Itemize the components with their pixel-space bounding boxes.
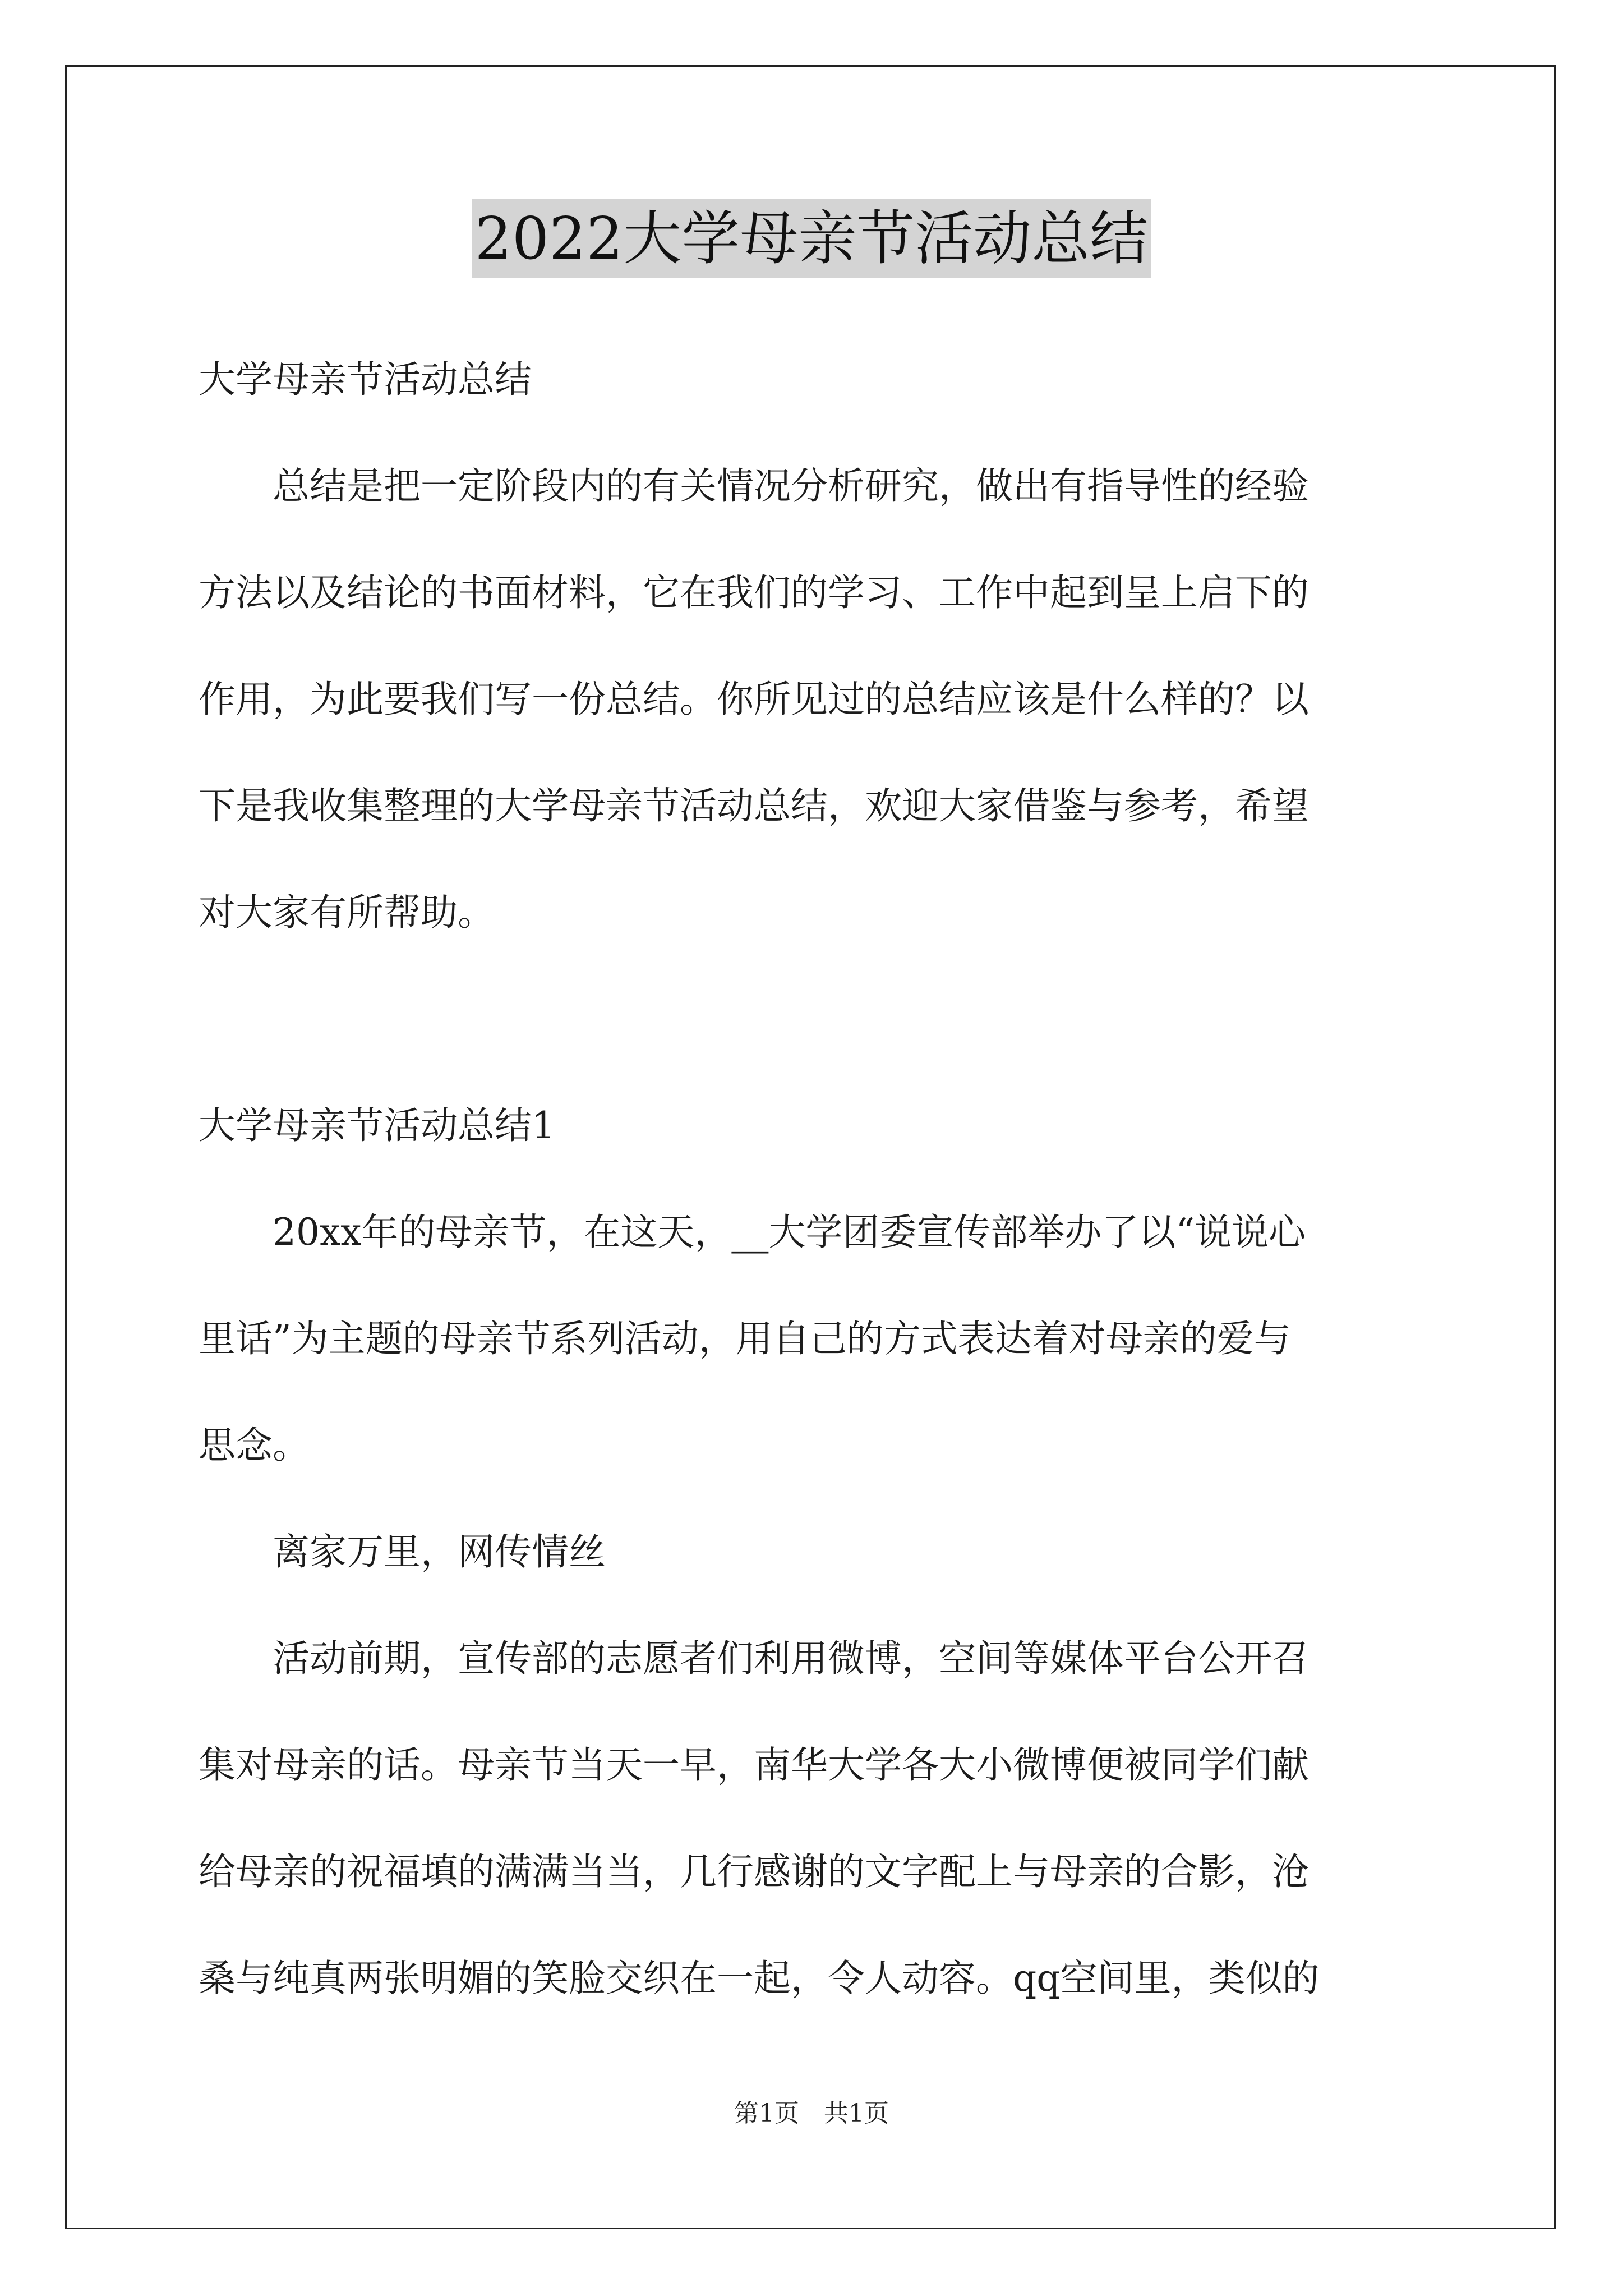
paragraph-line: 下是我收集整理的大学母亲节活动总结，欢迎大家借鉴与参考，希望: [199, 784, 1309, 827]
paragraph-line: 思念。: [199, 1424, 310, 1467]
paragraph-line: 集对母亲的话。母亲节当天一早，南华大学各大小微博便被同学们献: [199, 1743, 1309, 1787]
paragraph-line: 作用，为此要我们写一份总结。你所见过的总结应该是什么样的？以: [199, 678, 1309, 721]
paragraph-line: 里话”为主题的母亲节系列活动，用自己的方式表达着对母亲的爱与: [199, 1317, 1291, 1360]
page-footer: 第1页 共1页: [734, 2099, 889, 2128]
paragraph-line: 20xx年的母亲节，在这天，__大学团委宣传部举办了以“说说心: [199, 1211, 1306, 1254]
title-container: [0, 199, 1623, 278]
subheading-line: 离家万里，网传情丝: [199, 1530, 606, 1573]
section-heading: 大学母亲节活动总结: [199, 358, 532, 401]
paragraph-line: 方法以及结论的书面材料，它在我们的学习、工作中起到呈上启下的: [199, 571, 1309, 614]
paragraph-line: 活动前期，宣传部的志愿者们利用微博，空间等媒体平台公开召: [199, 1637, 1309, 1680]
paragraph-line: 对大家有所帮助。: [199, 891, 495, 934]
section-heading: 大学母亲节活动总结1: [199, 1104, 555, 1147]
document-title: 2022大学母亲节活动总结: [472, 199, 1152, 278]
paragraph-line: 桑与纯真两张明媚的笑脸交织在一起，令人动容。qq空间里，类似的: [199, 1957, 1320, 2000]
paragraph-line: 给母亲的祝福填的满满当当，几行感谢的文字配上与母亲的合影，沧: [199, 1850, 1309, 1893]
paragraph-line: 总结是把一定阶段内的有关情况分析研究，做出有指导性的经验: [199, 464, 1309, 508]
